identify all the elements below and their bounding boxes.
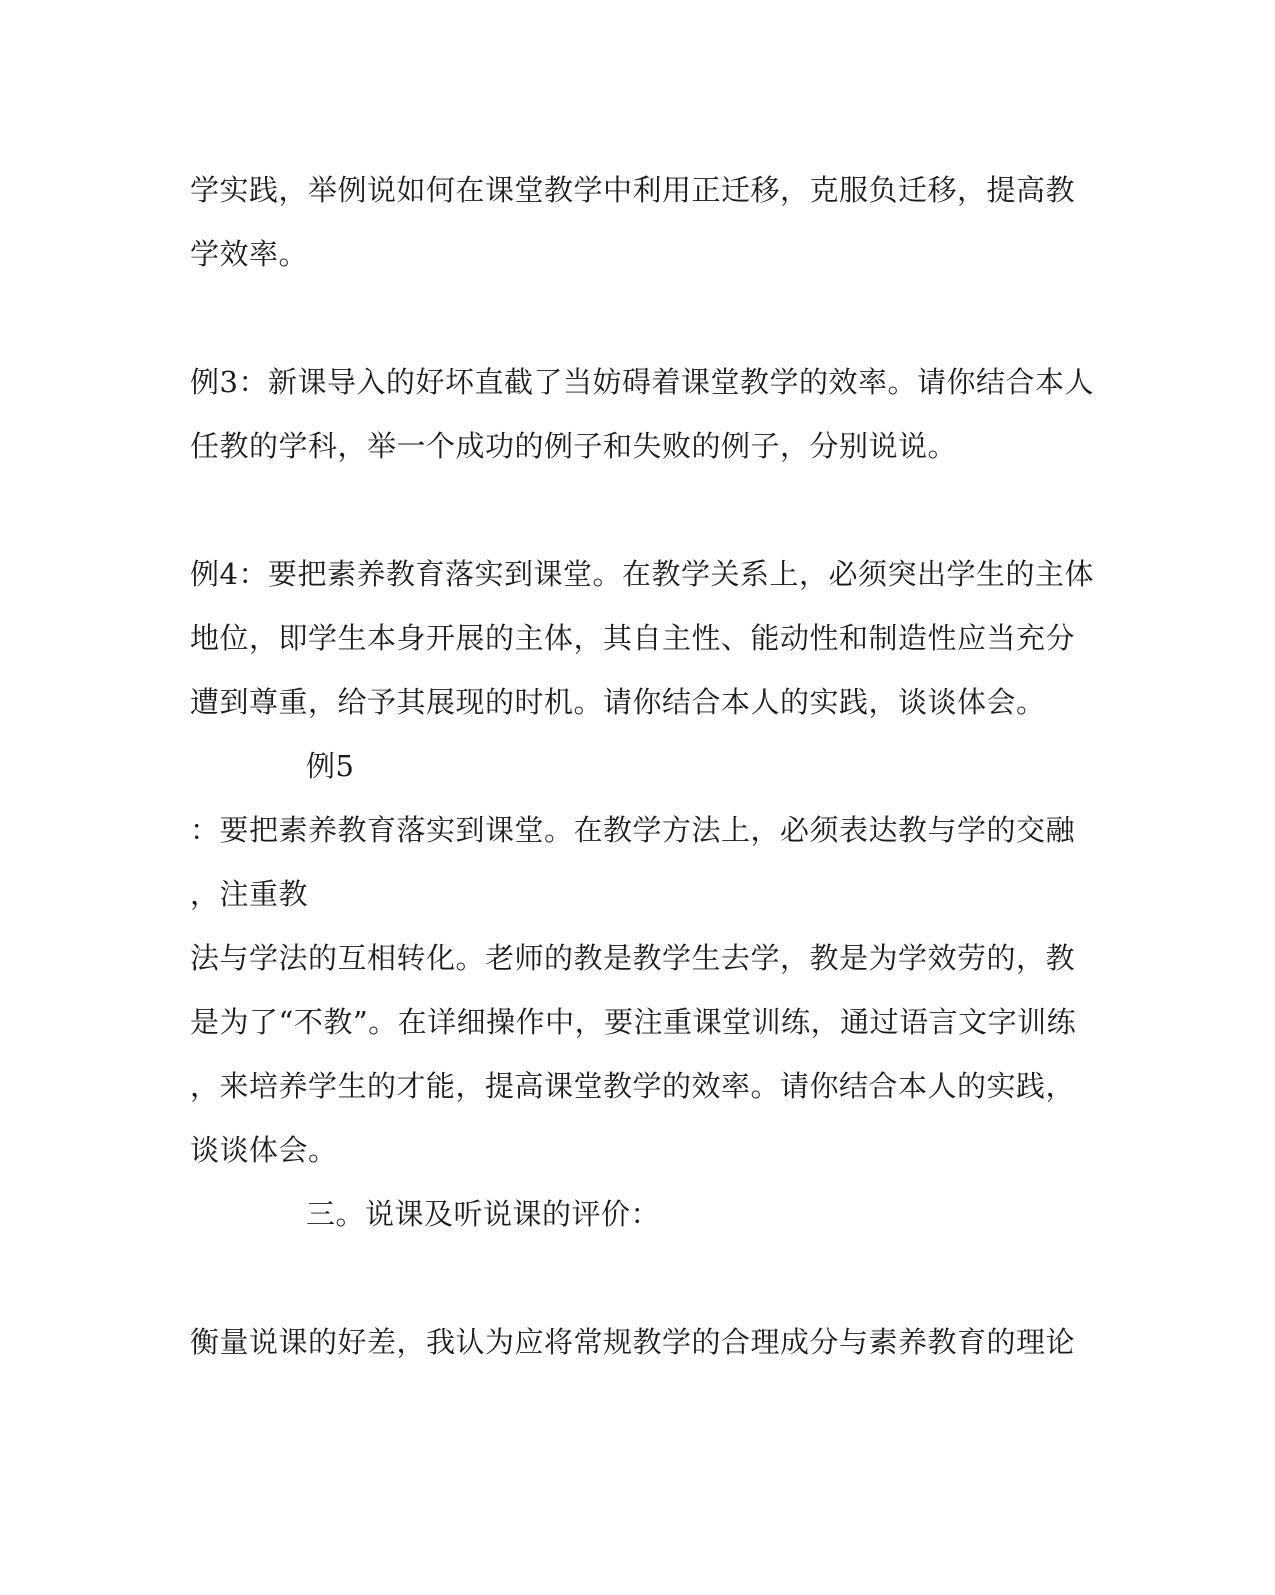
example-5-heading: 例5 [306,749,355,783]
paragraph-line: 谈谈体会。 [190,1133,338,1167]
section-heading: 三。说课及听说课的评价： [306,1197,661,1231]
paragraph-line: 任教的学科，举一个成功的例子和失败的例子，分别说说。 [190,429,958,463]
example-4-line: 例4：要把素养教育落实到课堂。在教学关系上，必须突出学生的主体 [190,557,1094,591]
paragraph-line: 是为了“不教”。在详细操作中，要注重课堂训练，通过语言文字训练 [190,1005,1077,1039]
paragraph-line: 学实践，举例说如何在课堂教学中利用正迁移，克服负迁移，提高教 [190,173,1076,207]
paragraph-line: ：要把素养教育落实到课堂。在教学方法上，必须表达教与学的交融 [190,813,1076,847]
paragraph-line: 衡量说课的好差，我认为应将常规教学的合理成分与素养教育的理论 [190,1325,1076,1359]
paragraph-line: 地位，即学生本身开展的主体，其自主性、能动性和制造性应当充分 [190,621,1076,655]
paragraph-line: 遭到尊重，给予其展现的时机。请你结合本人的实践，谈谈体会。 [190,685,1046,719]
example-3-line: 例3：新课导入的好坏直截了当妨碍着课堂教学的效率。请你结合本人 [190,365,1094,399]
paragraph-line: ，来培养学生的才能，提高课堂教学的效率。请你结合本人的实践， [190,1069,1076,1103]
paragraph-line: 学效率。 [190,237,309,271]
paragraph-line: ，注重教 [190,877,309,911]
paragraph-line: 法与学法的互相转化。老师的教是教学生去学，教是为学效劳的，教 [190,941,1076,975]
